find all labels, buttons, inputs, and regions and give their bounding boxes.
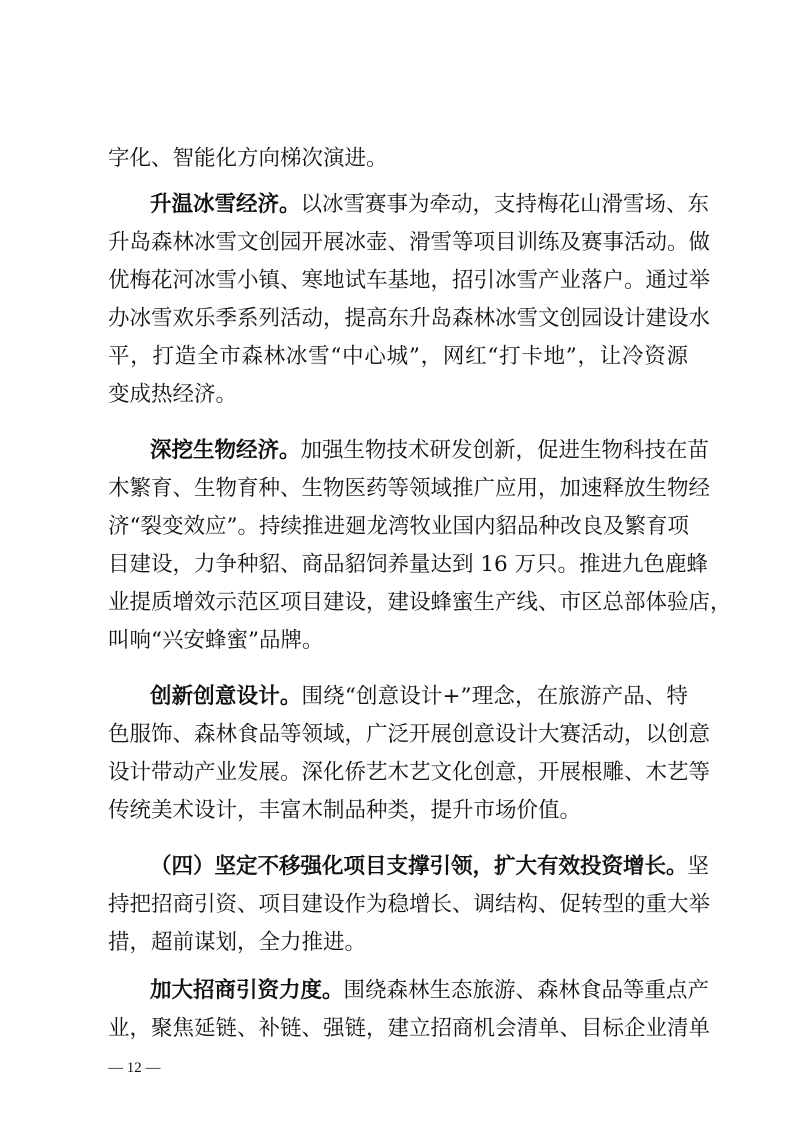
- paragraph-first-line: [150, 433, 710, 469]
- section-heading: 升温冰雪经济。: [150, 192, 301, 217]
- paragraph-line: 字化、智能化方向梯次演进。: [108, 146, 388, 171]
- paragraph-text: 围绕森林生态旅游、森林食品等重点产: [343, 978, 710, 1003]
- paragraph-line: 色服饰、森林食品等领域，广泛开展创意设计大赛活动，以创意: [108, 722, 711, 747]
- paragraph-first-line: [150, 679, 688, 715]
- paragraph-line: 设计带动产业发展。深化侨艺木艺文化创意，开展根雕、木艺等: [108, 760, 711, 785]
- paragraph-text: 坚: [687, 854, 710, 879]
- paragraph-line: 济“裂变效应”。持续推进廻龙湾牧业国内貂品种改良及繁育项: [108, 514, 689, 539]
- paragraph-line: 业，聚焦延链、补链、强链，建立招商机会清单、目标企业清单: [108, 1016, 711, 1041]
- paragraph-line: 传统美术设计，丰富木制品种类，提升市场价值。: [108, 798, 582, 823]
- paragraph-line: 平，打造全市森林冰雪“中心城”，网红“打卡地”，让冷资源: [108, 344, 688, 369]
- section-heading: 深挖生物经济。: [150, 438, 301, 463]
- paragraph-line: 木繁育、生物育种、生物医药等领域推广应用，加速释放生物经: [108, 476, 711, 501]
- paragraph-line: 变成热经济。: [108, 382, 238, 407]
- paragraph-line: 办冰雪欢乐季系列活动，提高东升岛森林冰雪文创园设计建设水: [108, 306, 711, 331]
- section-heading: 创新创意设计。: [150, 684, 302, 709]
- paragraph-line: 业提质增效示范区项目建设，建设蜂蜜生产线、市区总部体验店，: [108, 590, 732, 615]
- paragraph-first-line: [150, 849, 710, 885]
- paragraph-line: 升岛森林冰雪文创园开展冰壶、滑雪等项目训练及赛事活动。做: [108, 230, 711, 255]
- paragraph-first-line: [150, 187, 710, 223]
- paragraph-line: 叫响“兴安蜂蜜”品牌。: [108, 628, 324, 653]
- section-heading: 加大招商引资力度。: [150, 978, 344, 1003]
- paragraph-text: 加强生物技术研发创新，促进生物科技在苗: [300, 438, 710, 463]
- section-heading: （四）坚定不移强化项目支撑引领，扩大有效投资增长。: [150, 854, 688, 879]
- paragraph-text: 以冰雪赛事为牵动，支持梅花山滑雪场、东: [300, 192, 710, 217]
- paragraph-line: 措，超前谋划，全力推进。: [108, 930, 367, 955]
- page-number: — 12 —: [108, 1060, 161, 1076]
- paragraph-line: 目建设，力争种貂、商品貂饲养量达到 16 万只。推进九色鹿蜂: [108, 552, 709, 577]
- paragraph-line: 优梅花河冰雪小镇、寒地试车基地，招引冰雪产业落户。通过举: [108, 268, 711, 293]
- paragraph-line: 持把招商引资、项目建设作为稳增长、调结构、促转型的重大举: [108, 892, 711, 917]
- paragraph-first-line: [150, 973, 710, 1009]
- paragraph-text: 围绕“创意设计+”理念，在旅游产品、特: [301, 684, 688, 709]
